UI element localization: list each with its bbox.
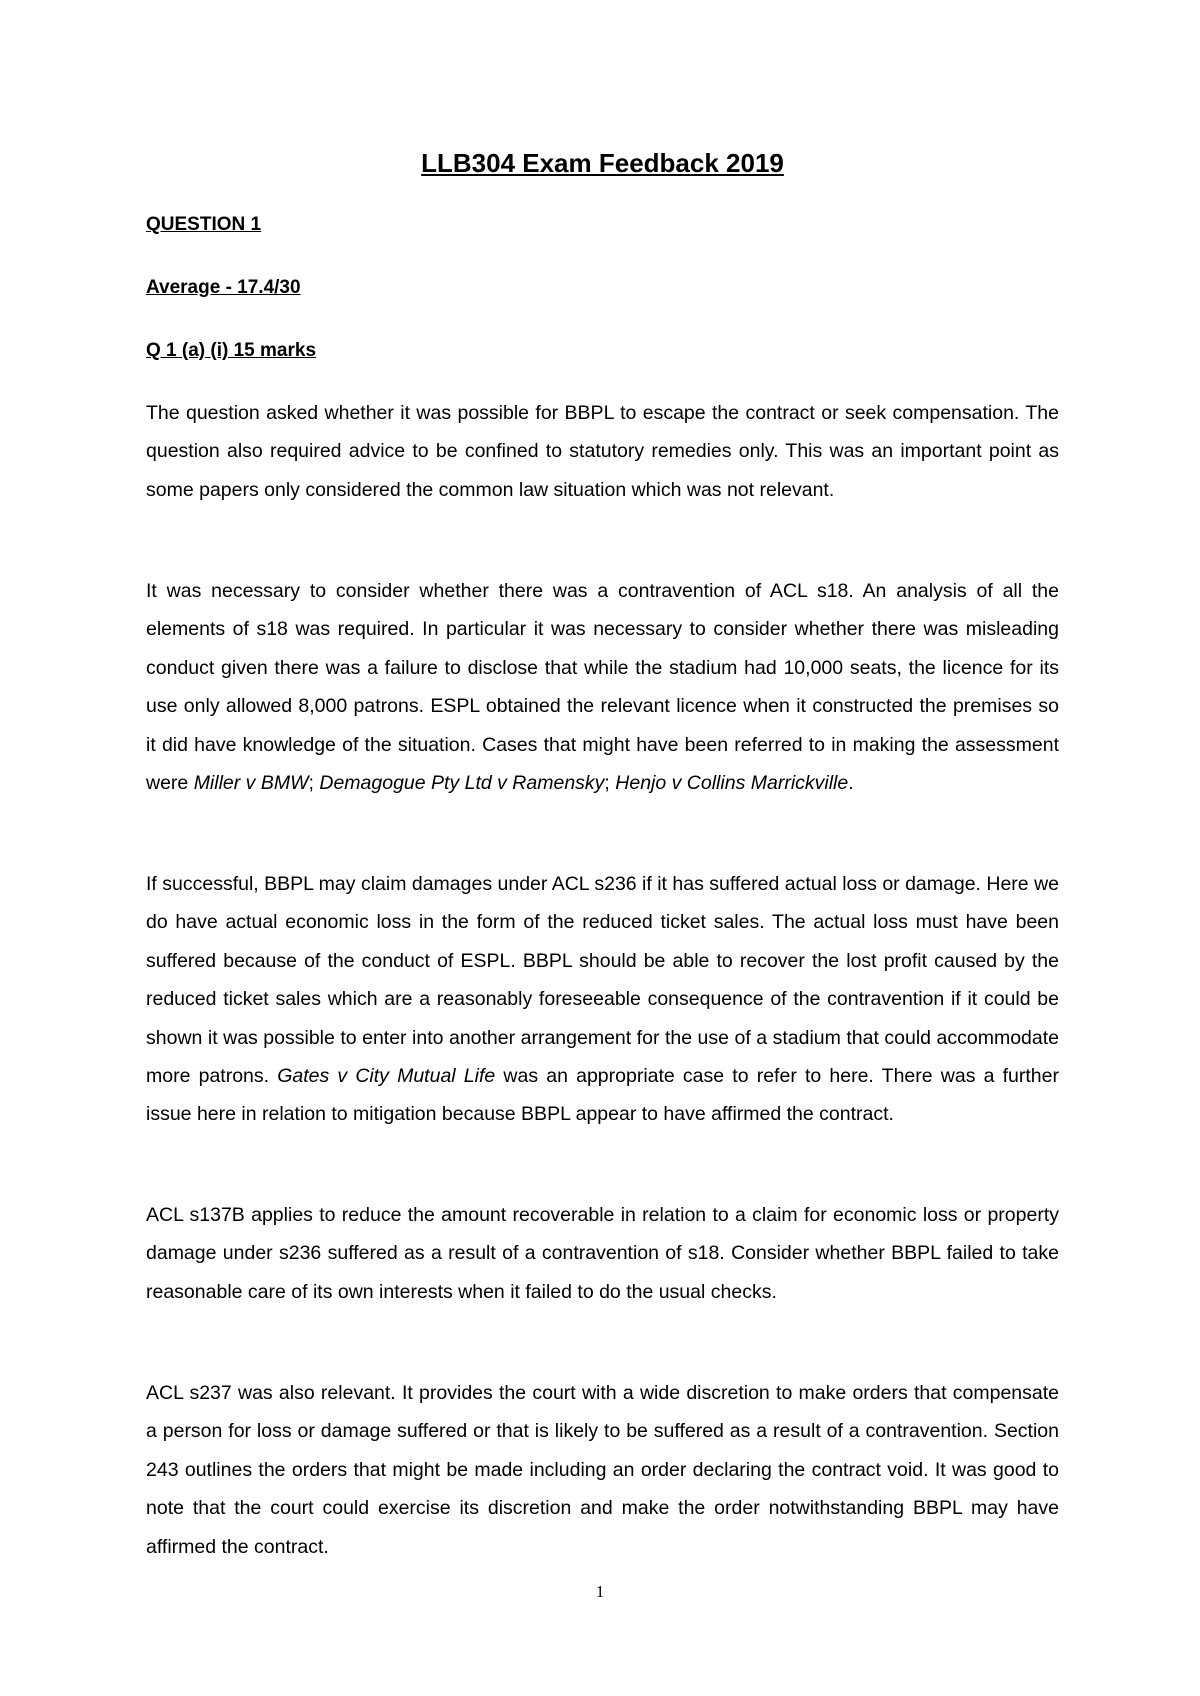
paragraph-2-text: It was necessary to consider whether there was a contravention of ACL s18. An analysis of all the elements of s18 was required. In particular it was necessary to consider whether there was misleading conduct given there was a failure to disclose that while the stadium had 10,000 seats, the licence for its use only allowed 8,000 patrons. ESPL obtained the relevant licence when it constructed the premises so it did have knowledge of the situation. Cases that might have been referred to in making the assessment were — [146, 580, 1059, 795]
paragraph-2 — [146, 572, 1059, 802]
paragraph-4: ACL s137B applies to reduce the amount recoverable in relation to a claim for economic loss or property damage under s236 suffered as a result of a contravention of s18. Consider whether BBPL failed to take reasonable care of its own interests when it failed to do the usual checks. — [146, 1204, 1059, 1303]
paragraph-3-text: If successful, BBPL may claim damages under ACL s236 if it has suffered actual loss or damage. Here we do have actual economic loss in the form of the reduced ticket sales. The actual loss must have been suffered because of the conduct of ESPL. BBPL should be able to recover the lost profit caused by the reduced ticket sales which are a reasonably foreseeable consequence of the contravention if it could be shown it was possible to enter into another arrangement for the use of a stadium that could accommodate more patrons. — [146, 873, 1059, 1088]
paragraph-3-rest: was an appropriate case to refer to here. There was a further issue here in relation to mitigation because BBPL appear to have affirmed the contract. — [146, 1065, 1059, 1126]
paragraph-5: ACL s237 was also relevant. It provides the court with a wide discretion to make orders that compensate a person for loss or damage suffered or that is likely to be suffered as a result of a contravention. Section 243 outlines the orders that might be made including an order declaring the contract void. It was good to note that the court could exercise its discretion and make the order notwithstanding BBPL may have affirmed the contract. — [146, 1382, 1059, 1558]
citation-separator: ; — [604, 772, 616, 795]
paragraph-3 — [146, 865, 1059, 1134]
paragraph-1: The question asked whether it was possible for BBPL to escape the contract or seek compensation. The question also required advice to be confined to statutory remedies only. This was an important point as some papers only considered the common law situation which was not relevant. — [146, 402, 1059, 501]
case-citation: Henjo v Collins Marrickville — [615, 772, 849, 795]
case-citation: Demagogue Pty Ltd v Ramensky — [319, 772, 605, 795]
document-title: LLB304 Exam Feedback 2019 — [421, 148, 784, 178]
case-citation: Gates v City Mutual Life — [277, 1065, 496, 1088]
subquestion-heading: Q 1 (a) (i) 15 marks — [146, 340, 317, 361]
average-heading: Average - 17.4/30 — [146, 277, 301, 298]
paragraph-2-end: . — [848, 772, 854, 795]
page-number: 1 — [595, 1582, 605, 1601]
citation-separator: ; — [308, 772, 320, 795]
question-heading: QUESTION 1 — [146, 214, 262, 235]
case-citation: Miller v BMW — [193, 772, 309, 795]
